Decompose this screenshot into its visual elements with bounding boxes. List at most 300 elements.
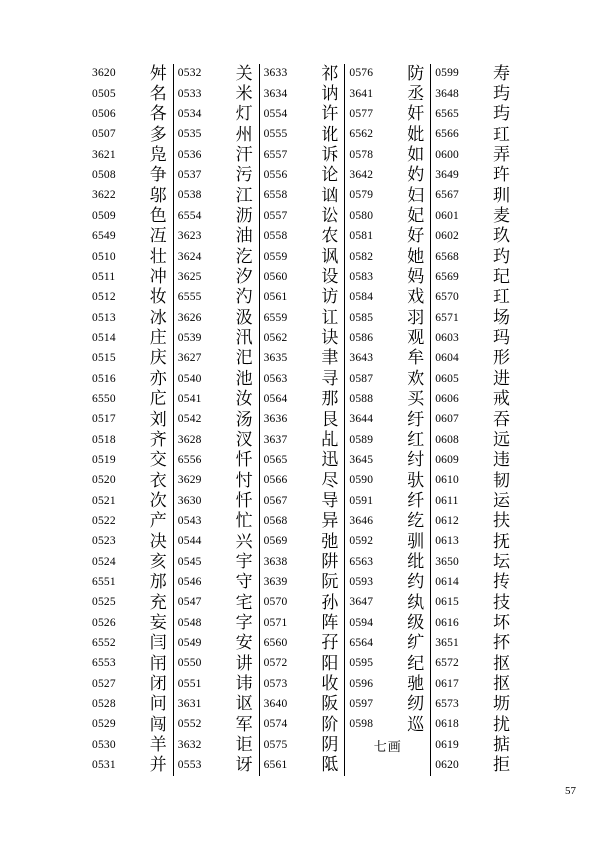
table-row (260, 593, 345, 613)
table-row (174, 491, 259, 511)
table-row (88, 349, 173, 369)
table-row (431, 451, 516, 471)
code-value: 3628 (177, 433, 202, 446)
code-value: 0561 (263, 291, 288, 304)
table-row (345, 227, 430, 247)
character-glyph: 丞 (407, 84, 425, 105)
code-value: 3638 (263, 555, 288, 568)
code-value: 3627 (177, 352, 202, 365)
code-value: 0509 (92, 209, 116, 222)
table-row (345, 125, 430, 145)
character-glyph: 违 (492, 450, 510, 471)
table-row (174, 613, 259, 633)
character-glyph: 玒 (492, 124, 510, 145)
table-row (174, 735, 259, 755)
character-glyph: 坜 (492, 694, 510, 715)
table-row (431, 206, 516, 226)
code-value: 0547 (177, 596, 202, 609)
character-glyph: 抚 (492, 531, 510, 552)
column-4 (344, 64, 430, 776)
code-value: 6572 (435, 657, 459, 670)
table-row (174, 430, 259, 450)
table-row (260, 491, 345, 511)
character-glyph: 技 (492, 592, 510, 613)
code-value: 0603 (435, 331, 459, 344)
character-glyph: 刘 (149, 409, 167, 430)
code-value: 0505 (92, 87, 116, 100)
code-value: 3639 (263, 576, 288, 589)
table-row (174, 573, 259, 593)
character-glyph: 玝 (492, 165, 510, 186)
code-value: 6571 (435, 311, 459, 324)
table-row (260, 573, 345, 593)
character-glyph: 州 (235, 124, 253, 145)
character-glyph: 阴 (321, 735, 339, 756)
character-glyph: 污 (235, 165, 253, 186)
code-value: 0537 (177, 169, 202, 182)
character-glyph: 纫 (407, 694, 425, 715)
table-row (431, 125, 516, 145)
table-row (174, 390, 259, 410)
code-value: 0511 (92, 270, 116, 283)
character-glyph: 弄 (492, 145, 510, 166)
table-row (174, 247, 259, 267)
table-row (345, 166, 430, 186)
code-value: 0604 (435, 352, 459, 365)
table-row (431, 491, 516, 511)
character-glyph: 许 (321, 104, 339, 125)
character-glyph: 麦 (492, 206, 510, 227)
code-value: 3626 (177, 311, 202, 324)
column-3 (259, 64, 345, 776)
table-row (88, 227, 173, 247)
character-glyph: 亥 (149, 551, 167, 572)
code-value: 0587 (349, 372, 374, 385)
character-glyph: 驮 (407, 470, 425, 491)
character-glyph: 米 (235, 84, 253, 105)
code-value: 0507 (92, 128, 116, 141)
character-glyph: 妃 (407, 206, 425, 227)
table-row (345, 308, 430, 328)
code-value: 6568 (435, 250, 459, 263)
code-value: 3629 (177, 474, 202, 487)
code-value: 0549 (177, 637, 202, 650)
character-glyph: 讼 (321, 206, 339, 227)
table-row (431, 430, 516, 450)
character-glyph: 异 (321, 511, 339, 532)
code-value: 0610 (435, 474, 459, 487)
table-row (431, 369, 516, 389)
table-row (260, 471, 345, 491)
character-glyph: 好 (407, 226, 425, 247)
table-row (431, 349, 516, 369)
code-value: 6557 (263, 148, 288, 161)
character-glyph: 孙 (321, 592, 339, 613)
code-value: 0521 (92, 494, 116, 507)
code-value: 3640 (263, 698, 288, 711)
character-glyph: 舛 (149, 63, 167, 84)
table-row (174, 451, 259, 471)
code-value: 0556 (263, 169, 288, 182)
code-value: 0565 (263, 453, 288, 466)
character-glyph: 买 (407, 389, 425, 410)
code-value: 0516 (92, 372, 116, 385)
character-glyph: 忙 (235, 511, 253, 532)
code-value: 6555 (177, 291, 202, 304)
code-value: 0595 (349, 657, 374, 670)
table-row (88, 471, 173, 491)
character-glyph: 那 (321, 389, 339, 410)
code-value: 0579 (349, 189, 374, 202)
stroke-count-label: 七画 (373, 740, 402, 756)
table-row (88, 512, 173, 532)
code-value: 0581 (349, 230, 374, 243)
character-glyph: 次 (149, 490, 167, 511)
code-value: 0583 (349, 270, 374, 283)
table-row (174, 206, 259, 226)
table-row (260, 206, 345, 226)
table-row (345, 349, 430, 369)
character-glyph: 红 (407, 429, 425, 450)
table-row (260, 267, 345, 287)
character-glyph: 韧 (492, 470, 510, 491)
character-glyph: 拒 (492, 755, 510, 776)
code-value: 3634 (263, 87, 288, 100)
character-glyph: 阮 (321, 572, 339, 593)
table-row (260, 369, 345, 389)
table-row (88, 735, 173, 755)
table-row (88, 552, 173, 572)
table-row (174, 369, 259, 389)
character-glyph: 汊 (235, 429, 253, 450)
character-glyph: 纪 (407, 653, 425, 674)
character-glyph: 庆 (149, 348, 167, 369)
code-value: 0523 (92, 535, 116, 548)
code-table (88, 64, 516, 776)
table-row (260, 166, 345, 186)
character-glyph: 江 (235, 185, 253, 206)
code-value: 0584 (349, 291, 374, 304)
table-row (431, 674, 516, 694)
column-5 (430, 64, 516, 776)
table-row (174, 532, 259, 552)
code-value: 3649 (435, 169, 459, 182)
table-row (431, 593, 516, 613)
character-glyph: 名 (149, 84, 167, 105)
code-value: 0513 (92, 311, 116, 324)
table-row (431, 613, 516, 633)
character-glyph: 纨 (407, 592, 425, 613)
table-row (260, 512, 345, 532)
character-glyph: 进 (492, 368, 510, 389)
code-value: 0600 (435, 148, 459, 161)
character-glyph: 并 (149, 755, 167, 776)
table-row (345, 532, 430, 552)
code-value: 0578 (349, 148, 374, 161)
table-row (260, 84, 345, 104)
code-value: 0562 (263, 331, 288, 344)
table-row (345, 674, 430, 694)
table-row (174, 328, 259, 348)
table-row (88, 695, 173, 715)
character-glyph: 汜 (235, 348, 253, 369)
code-value: 0512 (92, 291, 116, 304)
table-row (174, 552, 259, 572)
character-glyph: 抔 (492, 633, 510, 654)
table-row (431, 64, 516, 84)
code-value: 0535 (177, 128, 202, 141)
character-glyph: 阵 (321, 612, 339, 633)
table-row (88, 756, 173, 776)
character-glyph: 汐 (235, 267, 253, 288)
table-row (174, 308, 259, 328)
code-value: 6551 (92, 576, 116, 589)
table-row (431, 390, 516, 410)
table-row (174, 64, 259, 84)
table-row (431, 84, 516, 104)
table-row (345, 491, 430, 511)
code-value: 0617 (435, 677, 459, 690)
character-glyph: 讶 (235, 755, 253, 776)
character-glyph: 汋 (235, 287, 253, 308)
code-value: 0522 (92, 514, 116, 527)
code-value: 3622 (92, 189, 116, 202)
code-value: 0524 (92, 555, 116, 568)
character-glyph: 导 (321, 490, 339, 511)
character-glyph: 汤 (235, 409, 253, 430)
code-value: 0559 (263, 250, 288, 263)
character-glyph: 阺 (321, 755, 339, 776)
table-row (88, 532, 173, 552)
character-glyph: 汛 (235, 328, 253, 349)
character-glyph: 忏 (235, 490, 253, 511)
character-glyph: 纤 (407, 490, 425, 511)
code-value: 3642 (349, 169, 374, 182)
character-glyph: 讳 (235, 673, 253, 694)
table-row (431, 166, 516, 186)
character-glyph: 邬 (149, 185, 167, 206)
code-value: 6567 (435, 189, 459, 202)
character-glyph: 巡 (407, 714, 425, 735)
code-value: 6561 (263, 759, 288, 772)
character-glyph: 抟 (492, 572, 510, 593)
table-row (345, 552, 430, 572)
character-glyph: 聿 (321, 348, 339, 369)
character-glyph: 诉 (321, 145, 339, 166)
character-glyph: 阶 (321, 714, 339, 735)
code-value: 0582 (349, 250, 374, 263)
code-value: 0532 (177, 67, 202, 80)
table-row (345, 267, 430, 287)
table-row (260, 349, 345, 369)
code-value: 0566 (263, 474, 288, 487)
code-value: 3636 (263, 413, 288, 426)
code-value: 0545 (177, 555, 202, 568)
character-glyph: 决 (149, 531, 167, 552)
character-glyph: 戏 (407, 287, 425, 308)
character-glyph: 玘 (492, 267, 510, 288)
code-value: 6569 (435, 270, 459, 283)
character-glyph: 各 (149, 104, 167, 125)
code-value: 0605 (435, 372, 459, 385)
character-glyph: 安 (235, 633, 253, 654)
character-glyph: 防 (407, 63, 425, 84)
table-row (174, 84, 259, 104)
character-glyph: 守 (235, 572, 253, 593)
code-value: 0554 (263, 108, 288, 121)
table-row (174, 715, 259, 735)
table-row (88, 369, 173, 389)
code-value: 0575 (263, 738, 288, 751)
table-row (345, 206, 430, 226)
table-row (88, 308, 173, 328)
character-glyph: 兴 (235, 531, 253, 552)
code-value: 0550 (177, 657, 202, 670)
character-glyph: 庄 (149, 328, 167, 349)
code-value: 3647 (349, 596, 374, 609)
table-row (260, 674, 345, 694)
table-row (88, 125, 173, 145)
table-row (260, 695, 345, 715)
code-value: 0618 (435, 718, 459, 731)
empty-cell (345, 756, 430, 776)
code-value: 6553 (92, 657, 116, 670)
code-value: 3631 (177, 698, 202, 711)
table-row (345, 654, 430, 674)
table-row (88, 654, 173, 674)
character-glyph: 抠 (492, 673, 510, 694)
column-2 (173, 64, 259, 776)
code-value: 0585 (349, 311, 374, 324)
character-glyph: 远 (492, 429, 510, 450)
table-row (174, 125, 259, 145)
code-value: 0560 (263, 270, 288, 283)
table-row (174, 471, 259, 491)
code-value: 0514 (92, 331, 116, 344)
character-glyph: 妄 (149, 612, 167, 633)
code-value: 3625 (177, 270, 202, 283)
code-value: 0580 (349, 209, 374, 222)
table-row (431, 715, 516, 735)
table-row (88, 715, 173, 735)
table-row (88, 247, 173, 267)
code-value: 0590 (349, 474, 374, 487)
table-row (174, 186, 259, 206)
character-glyph: 闯 (149, 714, 167, 735)
table-row (345, 471, 430, 491)
table-row (88, 390, 173, 410)
table-row (174, 674, 259, 694)
table-row (88, 328, 173, 348)
code-value: 3620 (92, 67, 116, 80)
code-value: 0531 (92, 759, 116, 772)
table-row (431, 105, 516, 125)
table-row (345, 512, 430, 532)
code-value: 3637 (263, 433, 288, 446)
code-value: 6564 (349, 637, 374, 650)
table-row (431, 267, 516, 287)
code-value: 3641 (349, 87, 374, 100)
table-row (260, 308, 345, 328)
code-value: 0598 (349, 718, 374, 731)
code-value: 3630 (177, 494, 202, 507)
code-value: 3646 (349, 514, 374, 527)
character-glyph: 宇 (235, 551, 253, 572)
code-value: 0544 (177, 535, 202, 548)
character-glyph: 争 (149, 165, 167, 186)
character-glyph: 讹 (321, 124, 339, 145)
character-glyph: 访 (321, 287, 339, 308)
character-glyph: 讵 (235, 735, 253, 756)
table-row (88, 145, 173, 165)
table-row (345, 593, 430, 613)
character-glyph: 妇 (407, 185, 425, 206)
character-glyph: 军 (235, 714, 253, 735)
character-glyph: 邡 (149, 572, 167, 593)
table-row (260, 735, 345, 755)
table-row (174, 654, 259, 674)
code-value: 0546 (177, 576, 202, 589)
character-glyph: 闫 (149, 633, 167, 654)
table-row (431, 532, 516, 552)
character-glyph: 讽 (321, 246, 339, 267)
code-value: 0569 (263, 535, 288, 548)
character-glyph: 乩 (321, 429, 339, 450)
code-value: 0588 (349, 392, 374, 405)
character-glyph: 驰 (407, 673, 425, 694)
character-glyph: 汔 (235, 246, 253, 267)
code-value: 0517 (92, 413, 116, 426)
code-value: 0601 (435, 209, 459, 222)
code-value: 6566 (435, 128, 459, 141)
code-value: 0553 (177, 759, 202, 772)
table-row (345, 84, 430, 104)
character-glyph: 阳 (321, 653, 339, 674)
character-glyph: 掂 (492, 735, 510, 756)
code-value: 0530 (92, 738, 116, 751)
table-row (260, 552, 345, 572)
code-value: 0620 (435, 759, 459, 772)
table-row (260, 288, 345, 308)
code-value: 0609 (435, 453, 459, 466)
table-row (174, 634, 259, 654)
table-row (431, 227, 516, 247)
table-row (88, 593, 173, 613)
table-row (260, 186, 345, 206)
table-row (431, 634, 516, 654)
code-value: 0555 (263, 128, 288, 141)
character-glyph: 阪 (321, 694, 339, 715)
character-glyph: 坛 (492, 551, 510, 572)
character-glyph: 扰 (492, 714, 510, 735)
code-value: 0576 (349, 67, 374, 80)
character-glyph: 坏 (492, 612, 510, 633)
table-row (431, 695, 516, 715)
table-row (88, 105, 173, 125)
code-value: 0570 (263, 596, 288, 609)
code-value: 3651 (435, 637, 459, 650)
table-row (260, 390, 345, 410)
code-value: 0606 (435, 392, 459, 405)
code-value: 0563 (263, 372, 288, 385)
character-glyph: 寿 (492, 63, 510, 84)
code-value: 0543 (177, 514, 202, 527)
code-value: 0533 (177, 87, 202, 100)
character-glyph: 油 (235, 226, 253, 247)
table-row (174, 227, 259, 247)
code-value: 0518 (92, 433, 116, 446)
character-glyph: 纩 (407, 633, 425, 654)
